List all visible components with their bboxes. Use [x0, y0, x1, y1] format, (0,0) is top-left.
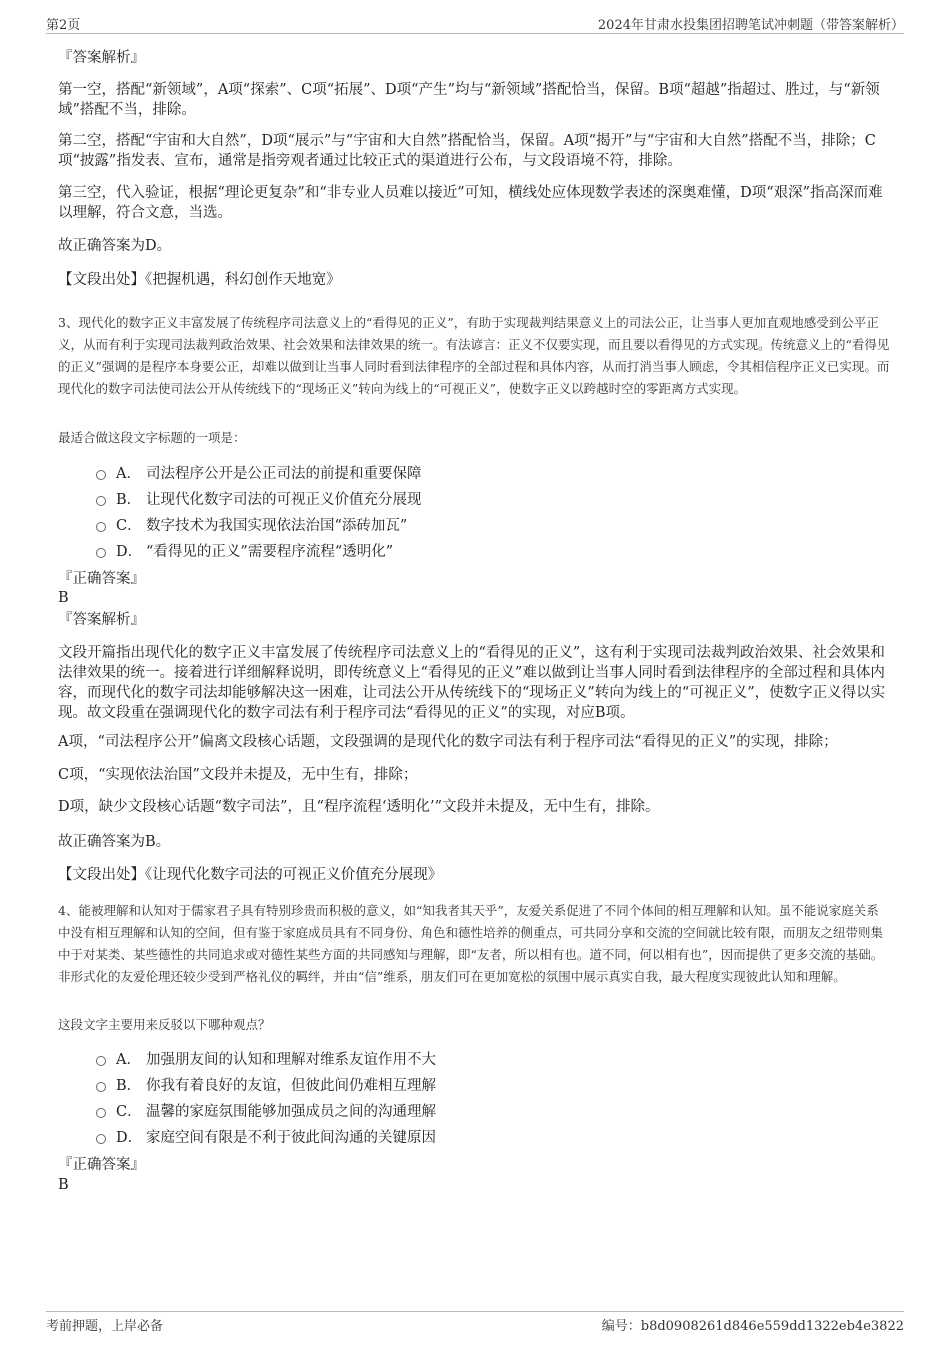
page-header [0, 0, 950, 34]
radio-icon[interactable] [96, 1134, 106, 1144]
q4-question: 这段文字主要用来反驳以下哪种观点？ [58, 1017, 271, 1032]
q4-option-a[interactable] [96, 1050, 436, 1070]
q3-analysis-para-4: D项，缺少文段核心话题“数字司法”，且“程序流程‘透明化’”文段并未提及，无中生有，排除。 [58, 799, 660, 815]
q2-source: 【文段出处】《把握机遇，科幻创作天地宽》 [58, 272, 341, 288]
q3-analysis-para-1: 文段开篇指出现代化的数字正义丰富发展了传统程序司法意义上的“看得见的正义”，这有利于实现司法裁判政治效果、社会效果和法律效果的统一。接着进行详细解释说明，即传统意义上“看得见的正义”难以做到让当事人同时看到法律程序的全部过程和具体内容，而现代化的数字司法却能够解决这一困难，让司法公开从传统线下的“现场正义”转向为线上的“可视正义”，使数字正义得以实现。故文段重在强调现代化的数字司法有利于程序司法“看得见的正义”的实现，对应B项。 [58, 645, 886, 721]
q2-analysis-label: 『答案解析』 [58, 50, 145, 66]
option-text: 温馨的家庭氛围能够加强成员之间的沟通理解 [146, 1104, 436, 1120]
q3-question: 最适合做这段文字标题的一项是： [58, 430, 246, 445]
radio-icon[interactable] [96, 548, 106, 558]
header-divider [46, 33, 904, 34]
q2-conclusion: 故正确答案为D。 [58, 238, 172, 254]
q3-analysis-para-3: C项，“实现依法治国”文段并未提及，无中生有，排除； [58, 767, 418, 783]
option-letter: B． [116, 1078, 142, 1094]
q3-option-b[interactable] [96, 490, 422, 510]
q3-option-a[interactable] [96, 464, 422, 484]
radio-icon[interactable] [96, 1082, 106, 1092]
radio-icon[interactable] [96, 522, 106, 532]
radio-icon[interactable] [96, 1056, 106, 1066]
option-letter: C． [116, 518, 142, 534]
radio-icon[interactable] [96, 1108, 106, 1118]
q3-analysis-label: 『答案解析』 [58, 612, 145, 628]
radio-icon[interactable] [96, 470, 106, 480]
option-text: 司法程序公开是公正司法的前提和重要保障 [146, 466, 422, 482]
option-letter: A． [116, 1052, 141, 1068]
option-letter: D． [116, 544, 143, 560]
option-text: “看得见的正义”需要程序流程“透明化” [146, 544, 394, 560]
q3-source: 【文段出处】《让现代化数字司法的可视正义价值充分展现》 [58, 867, 443, 883]
page-footer [0, 1305, 950, 1345]
q3-option-c[interactable] [96, 516, 407, 536]
footer-code-value: b8d0908261d846e559dd1322eb4e3822 [640, 1319, 904, 1334]
q2-analysis-para-1: 第一空，搭配“新领域”，A项“探索”、C项“拓展”、D项“产生”均与“新领域”搭配恰当，保留。B项“超越”指超过、胜过，与“新领域”搭配不当，排除。 [58, 82, 880, 118]
q2-analysis-para-2: 第二空，搭配“宇宙和大自然”，D项“展示”与“宇宙和大自然”搭配恰当，保留。A项“揭开”与“宇宙和大自然”搭配不当，排除；C项“披露”指发表、宣布，通常是指旁观者通过比较正式的渠道进行公布，与文段语境不符，排除。 [58, 133, 876, 169]
option-text: 数字技术为我国实现依法治国“添砖加瓦” [146, 518, 408, 534]
option-text: 加强朋友间的认知和理解对维系友谊作用不大 [146, 1052, 436, 1068]
q4-option-d[interactable] [96, 1128, 436, 1148]
q3-analysis-para-2: A项，“司法程序公开”偏离文段核心话题，文段强调的是现代化的数字司法有利于程序司法“看得见的正义”的实现，排除； [58, 734, 838, 750]
option-letter: A． [116, 466, 141, 482]
footer-divider [46, 1311, 904, 1312]
footer-code [602, 1315, 904, 1334]
option-letter: C． [116, 1104, 142, 1120]
q4-option-b[interactable] [96, 1076, 436, 1096]
q3-option-d[interactable] [96, 542, 393, 562]
q3-conclusion: 故正确答案为B。 [58, 834, 171, 850]
option-text: 你我有着良好的友谊，但彼此间仍难相互理解 [146, 1078, 436, 1094]
q3-answer-label: 『正确答案』 [58, 571, 145, 587]
footer-slogan: 考前押题，上岸必备 [46, 1319, 164, 1334]
option-text: 让现代化数字司法的可视正义价值充分展现 [146, 492, 422, 508]
q4-answer-label: 『正确答案』 [58, 1157, 145, 1173]
q3-answer: B [58, 590, 69, 606]
q4-passage: 4、能被理解和认知对于儒家君子具有特别珍贵而积极的意义，如“知我者其天乎”，友爱关系促进了不同个体间的相互理解和认知。虽不能说家庭关系中没有相互理解和认知的空间，但有鉴于家庭成员具有不同身份、角色和德性培养的侧重点，可共同分享和交流的空间就比较有限，而朋友之纽带则集中于对某类、某些德性的共同追求或对德性某些方面的共同感知与理解，即“友者，所以相有也。道不同，何以相有也”，因而提供了更多交流的基础。非形式化的友爱伦理还较少受到严格礼仪的羁绊，并由“信”维系，朋友们可在更加宽松的氛围中展示真实自我，最大程度实现彼此认知和理解。 [58, 903, 884, 984]
option-text: 家庭空间有限是不利于彼此间沟通的关键原因 [146, 1130, 436, 1146]
page-number: 第2页 [46, 18, 81, 33]
q4-answer: B [58, 1177, 69, 1193]
option-letter: D． [116, 1130, 143, 1146]
q2-analysis-para-3: 第三空，代入验证，根据“理论更复杂”和“非专业人员难以接近”可知，横线处应体现数学表述的深奥难懂，D项“艰深”指高深而难以理解，符合文意，当选。 [58, 185, 883, 221]
document-title: 2024年甘肃水投集团招聘笔试冲刺题（带答案解析） [597, 18, 904, 33]
footer-code-label: 编号： [601, 1319, 641, 1334]
option-letter: B． [116, 492, 142, 508]
radio-icon[interactable] [96, 496, 106, 506]
q4-option-c[interactable] [96, 1102, 436, 1122]
q3-passage: 3、现代化的数字正义丰富发展了传统程序司法意义上的“看得见的正义”，有助于实现裁判结果意义上的司法公正，让当事人更加直观地感受到公平正义，从而有利于实现司法裁判政治效果、社会效果和法律效果的统一。有法谚言：正义不仅要实现，而且要以看得见的方式实现。传统意义上的“看得见的正义”强调的是程序本身要公正，却难以做到让当事人同时看到法律程序的全部过程和具体内容，从而打消当事人顾虑，令其相信程序正义已实现。而现代化的数字司法使司法公开从传统线下的“现场正义”转向为线上的“可视正义”，使数字正义以跨越时空的零距离方式实现。 [58, 315, 890, 396]
